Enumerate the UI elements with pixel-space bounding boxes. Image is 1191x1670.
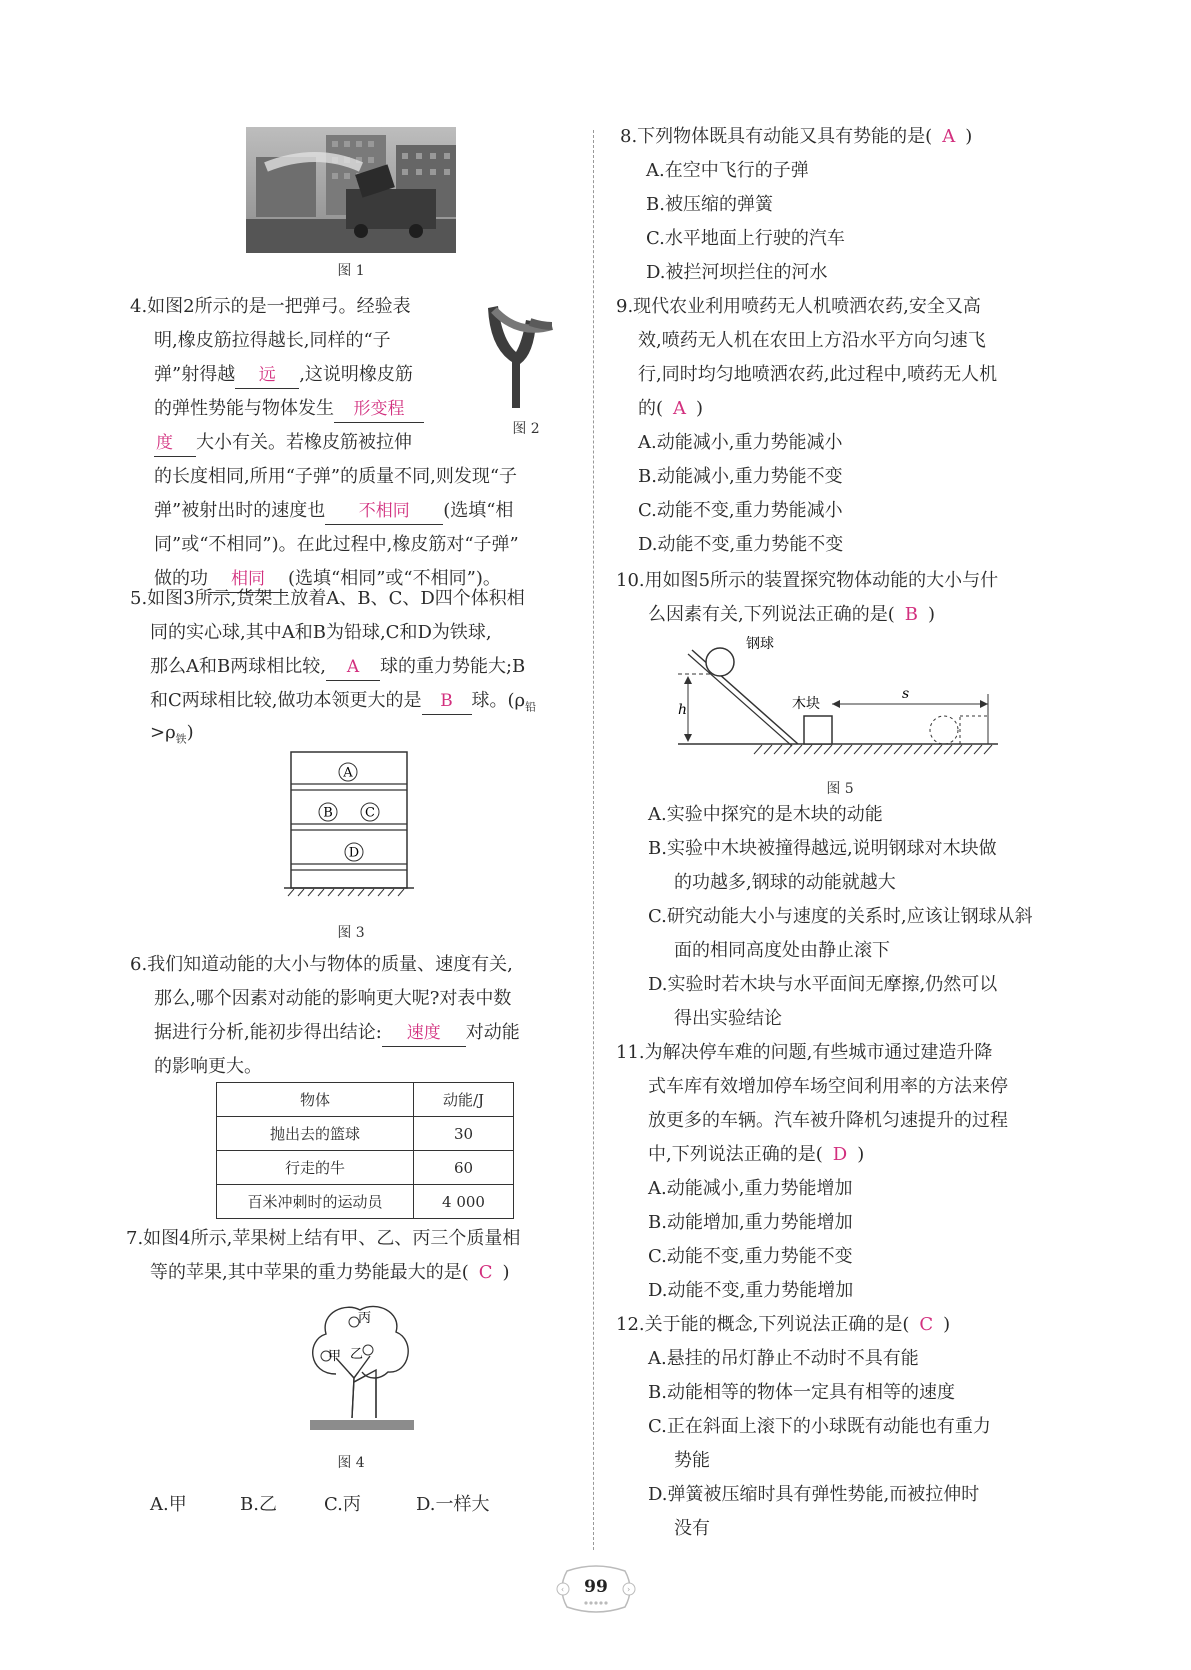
q11-option-b[interactable]: B.动能增加,重力势能增加: [648, 1212, 853, 1233]
q5-line-4: 和C两球相比较,做功本领更大的是 B 球。($\rho_铅$: [150, 690, 537, 714]
q9-option-a[interactable]: A.动能减小,重力势能减小: [638, 432, 843, 453]
q8-option-a[interactable]: A.在空中飞行的子弹: [646, 160, 809, 181]
svg-text:A: A: [343, 765, 353, 781]
q4-blank-2b[interactable]: 度: [154, 430, 196, 457]
svg-text:›: ›: [627, 1585, 631, 1594]
ball-c: [361, 803, 379, 821]
q9-line-2: 效,喷药无人机在农田上方沿水平方向匀速飞: [638, 330, 986, 351]
figure-3-shelf: [284, 750, 414, 902]
svg-text:B: B: [323, 805, 333, 821]
q4-blank-1[interactable]: 远: [235, 362, 299, 389]
q11-line-3: 放更多的车辆。汽车被升降机匀速提升的过程: [648, 1110, 1008, 1131]
q12-option-b[interactable]: B.动能相等的物体一定具有相等的速度: [648, 1382, 955, 1403]
q4-line-7: 弹”被射出时的速度也 不相同 (选填“相: [154, 494, 513, 528]
q8-answer[interactable]: A: [942, 126, 956, 147]
q4-line-5: 度 大小有关。若橡皮筋被拉伸: [154, 426, 412, 460]
q10-line-2: 么因素有关,下列说法正确的是( B ): [648, 604, 936, 625]
q4-blank-4[interactable]: 相同: [208, 566, 288, 593]
q11-option-a[interactable]: A.动能减小,重力势能增加: [648, 1178, 853, 1199]
q11-line-1: 11.为解决停车难的问题,有些城市通过建造升降: [616, 1042, 993, 1063]
label-s: s: [902, 686, 910, 702]
q12-option-c-line-1[interactable]: C.正在斜面上滚下的小球既有动能也有重力: [648, 1416, 991, 1437]
q4-line-8: 同”或“不相同”)。在此过程中,橡皮筋对“子弹”: [154, 534, 519, 555]
q10-option-b-line-1[interactable]: B.实验中木块被撞得越远,说明钢球对木块做: [648, 838, 997, 859]
q12-answer[interactable]: C: [919, 1314, 934, 1335]
svg-text:C: C: [365, 805, 375, 821]
q6-line-3: 据进行分析,能初步得出结论: 速度 对动能: [154, 1016, 520, 1050]
q4-line-9: 做的功 相同 (选填“相同”或“不相同”)。: [154, 562, 501, 596]
label-h: h: [678, 702, 688, 718]
table-header-cell: 物体: [217, 1083, 414, 1117]
q7-answer[interactable]: C: [478, 1262, 493, 1283]
table-header-cell: 动能/J: [414, 1083, 514, 1117]
q10-option-d-line-1[interactable]: D.实验时若木块与水平面间无摩擦,仍然可以: [648, 974, 998, 995]
ball-b: [319, 803, 337, 821]
figure-1-photo: [246, 127, 456, 253]
page-number: 99: [584, 1577, 608, 1597]
q12-stem: 12.关于能的概念,下列说法正确的是( C ): [616, 1314, 951, 1335]
q4-blank-2a[interactable]: 形变程: [334, 396, 424, 423]
q11-option-c[interactable]: C.动能不变,重力势能不变: [648, 1246, 853, 1267]
q7-option-b[interactable]: B.乙: [240, 1494, 277, 1515]
figure-4-apple-tree: [306, 1300, 418, 1434]
q12-option-c-line-2: 势能: [674, 1450, 710, 1471]
q6-blank-1[interactable]: 速度: [382, 1020, 466, 1047]
table-row: 行走的牛 60: [217, 1151, 514, 1185]
q7-line-2: 等的苹果,其中苹果的重力势能最大的是( C ): [150, 1262, 510, 1283]
q5-line-3: 那么A和B两球相比较, A 球的重力势能大;B: [150, 650, 525, 684]
q10-answer[interactable]: B: [904, 604, 918, 625]
q9-option-c[interactable]: C.动能不变,重力势能减小: [638, 500, 843, 521]
q10-option-c-line-2: 面的相同高度处由静止滚下: [674, 940, 890, 961]
svg-text:D: D: [348, 845, 360, 861]
q10-option-c-line-1[interactable]: C.研究动能大小与速度的关系时,应该让钢球从斜: [648, 906, 1033, 927]
q9-option-b[interactable]: B.动能减小,重力势能不变: [638, 466, 843, 487]
q6-line-2: 那么,哪个因素对动能的影响更大呢?对表中数: [154, 988, 512, 1009]
ball-a: [339, 763, 357, 781]
page-number-badge: [555, 1561, 637, 1617]
q7-line-1: 7.如图4所示,苹果树上结有甲、乙、丙三个质量相: [126, 1228, 521, 1249]
table-header-row: [217, 1083, 514, 1117]
table-row: 抛出去的篮球 30: [217, 1117, 514, 1151]
q5-blank-1[interactable]: A: [326, 654, 380, 681]
q9-option-d[interactable]: D.动能不变,重力势能不变: [638, 534, 844, 555]
q7-option-d[interactable]: D.一样大: [416, 1494, 490, 1515]
figure-5-incline-experiment: [668, 632, 1004, 762]
q4-line-2: 明,橡皮筋拉得越长,同样的“子: [154, 330, 391, 351]
figure-4-caption: 图 4: [337, 1455, 365, 1471]
q8-option-b[interactable]: B.被压缩的弹簧: [646, 194, 773, 215]
q4-blank-3[interactable]: 不相同: [325, 498, 443, 525]
q12-option-a[interactable]: A.悬挂的吊灯静止不动时不具有能: [648, 1348, 919, 1369]
figure-5-caption: 图 5: [826, 781, 854, 797]
label-bing: 丙: [358, 1311, 372, 1326]
figure-1-caption: 图 1: [337, 263, 365, 279]
q11-option-d[interactable]: D.动能不变,重力势能增加: [648, 1280, 854, 1301]
q10-option-b-line-2: 的功越多,钢球的动能就越大: [674, 872, 896, 893]
q4-line-6: 的长度相同,所用“子弹”的质量不同,则发现“子: [154, 466, 518, 487]
q7-option-a[interactable]: A.甲: [150, 1494, 187, 1515]
q4-line-3: 弹”射得越 远 ,这说明橡皮筋: [154, 358, 413, 392]
q4-line-1: 4.如图2所示的是一把弹弓。经验表: [130, 296, 411, 317]
q12-option-d-line-1[interactable]: D.弹簧被压缩时具有弹性势能,而被拉伸时: [648, 1484, 980, 1505]
q5-line-5: $>\rho_铁$): [150, 722, 194, 746]
q6-line-4: 的影响更大。: [154, 1056, 262, 1077]
figure-2-slingshot: [482, 296, 556, 414]
q5-line-1: 5.如图3所示,货架上放着A、B、C、D四个体积相: [130, 588, 525, 609]
table-row: 百米冲刺时的运动员 4 000: [217, 1185, 514, 1219]
q10-line-1: 10.用如图5所示的装置探究物体动能的大小与什: [616, 570, 999, 591]
column-divider: [593, 130, 594, 1550]
svg-text:‹: ‹: [561, 1585, 565, 1594]
q5-line-2: 同的实心球,其中A和B为铅球,C和D为铁球,: [150, 622, 492, 643]
q9-line-1: 9.现代农业利用喷药无人机喷洒农药,安全又高: [616, 296, 981, 317]
q7-option-c[interactable]: C.丙: [324, 1494, 361, 1515]
q12-option-d-line-2: 没有: [674, 1518, 710, 1539]
q8-stem: 8.下列物体既具有动能又具有势能的是( A ): [620, 126, 973, 147]
label-yi: 乙: [350, 1347, 364, 1362]
q9-answer[interactable]: A: [673, 398, 687, 419]
q11-answer[interactable]: D: [832, 1144, 848, 1165]
q9-line-3: 行,同时均匀地喷洒农药,此过程中,喷药无人机: [638, 364, 998, 385]
q5-blank-2[interactable]: B: [422, 688, 472, 715]
q10-option-a[interactable]: A.实验中探究的是木块的动能: [648, 804, 883, 825]
q8-option-d[interactable]: D.被拦河坝拦住的河水: [646, 262, 828, 283]
label-jia: 甲: [328, 1349, 342, 1364]
label-wood-block: 木块: [792, 696, 820, 712]
q8-option-c[interactable]: C.水平地面上行驶的汽车: [646, 228, 845, 249]
figure-2-caption: 图 2: [512, 421, 540, 437]
q6-data-table: [216, 1082, 514, 1219]
figure-3-caption: 图 3: [337, 925, 365, 941]
q11-line-4: 中,下列说法正确的是( D ): [648, 1144, 865, 1165]
ball-d: [345, 843, 363, 861]
q9-line-4: 的( A ): [638, 398, 704, 419]
q11-line-2: 式车库有效增加停车场空间利用率的方法来停: [648, 1076, 1008, 1097]
q4-line-4: 的弹性势能与物体发生 形变程: [154, 392, 424, 426]
q10-option-d-line-2: 得出实验结论: [674, 1008, 782, 1029]
label-steel-ball: 钢球: [746, 636, 774, 652]
q6-line-1: 6.我们知道动能的大小与物体的质量、速度有关,: [130, 954, 513, 975]
